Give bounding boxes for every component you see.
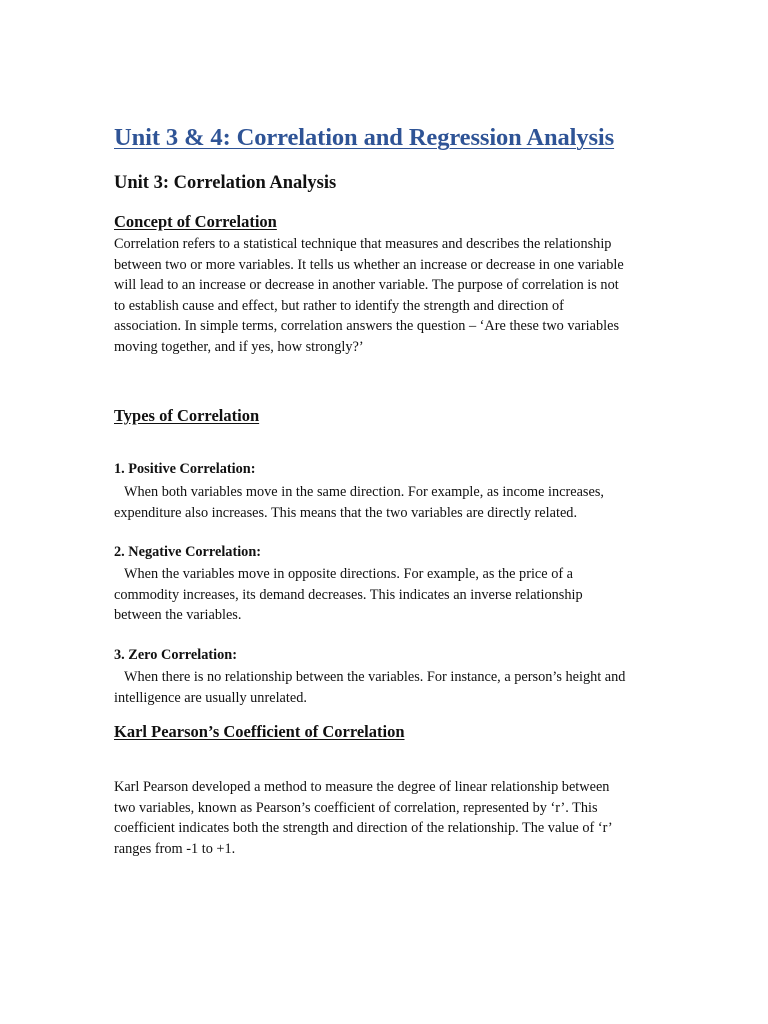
types-heading: Types of Correlation	[114, 406, 260, 425]
negative-line: When the variables move in opposite directions. For example, as the price of a	[124, 566, 574, 582]
positive-line: expenditure also increases. This means that the two variables are directly related.	[114, 504, 578, 521]
concept-line: between two or more variables. It tells us whether an increase or decrease in one variable	[114, 256, 624, 273]
pearson-line: Karl Pearson developed a method to measure the degree of linear relationship between	[114, 779, 610, 795]
unit-title: Unit 3: Correlation Analysis	[114, 173, 337, 193]
concept-line: to establish cause and effect, but rather to identify the strength and direction of	[114, 297, 564, 314]
concept-line: Correlation refers to a statistical technique that measures and describes the relationship	[114, 236, 612, 252]
zero-line: When there is no relationship between the variables. For instance, a person’s height and	[124, 669, 626, 685]
negative-line: between the variables.	[114, 607, 242, 624]
pearson-heading: Karl Pearson’s Coefficient of Correlation	[114, 722, 405, 741]
pearson-paragraph	[114, 777, 659, 859]
concept-line: association. In simple terms, correlation answers the question – ‘Are these two variables	[114, 318, 620, 335]
pearson-line: ranges from -1 to +1.	[114, 840, 236, 857]
page-title: Unit 3 & 4: Correlation and Regression Analysis	[114, 124, 615, 151]
pearson-line: coefficient indicates both the strength and direction of the relationship. The value of ‘r’	[114, 820, 613, 837]
zero-line: intelligence are usually unrelated.	[114, 689, 307, 706]
negative-correlation-title: 2. Negative Correlation:	[114, 544, 262, 560]
pearson-line: two variables, known as Pearson’s coefficient of correlation, represented by ‘r’. This	[114, 799, 598, 816]
positive-line: When both variables move in the same direction. For example, as income increases,	[124, 484, 604, 500]
concept-line: will lead to an increase or decrease in another variable. The purpose of correlation is not	[114, 277, 619, 294]
negative-correlation-text	[114, 564, 659, 626]
concept-paragraph	[114, 234, 659, 358]
concept-heading: Concept of Correlation	[114, 212, 277, 231]
negative-line: commodity increases, its demand decreases. This indicates an inverse relationship	[114, 586, 583, 603]
zero-correlation-title: 3. Zero Correlation:	[114, 647, 237, 663]
positive-correlation-text	[114, 482, 659, 523]
positive-correlation-title: 1. Positive Correlation:	[114, 461, 256, 477]
zero-correlation-text	[114, 667, 659, 708]
concept-line: moving together, and if yes, how strongly?’	[114, 338, 364, 355]
